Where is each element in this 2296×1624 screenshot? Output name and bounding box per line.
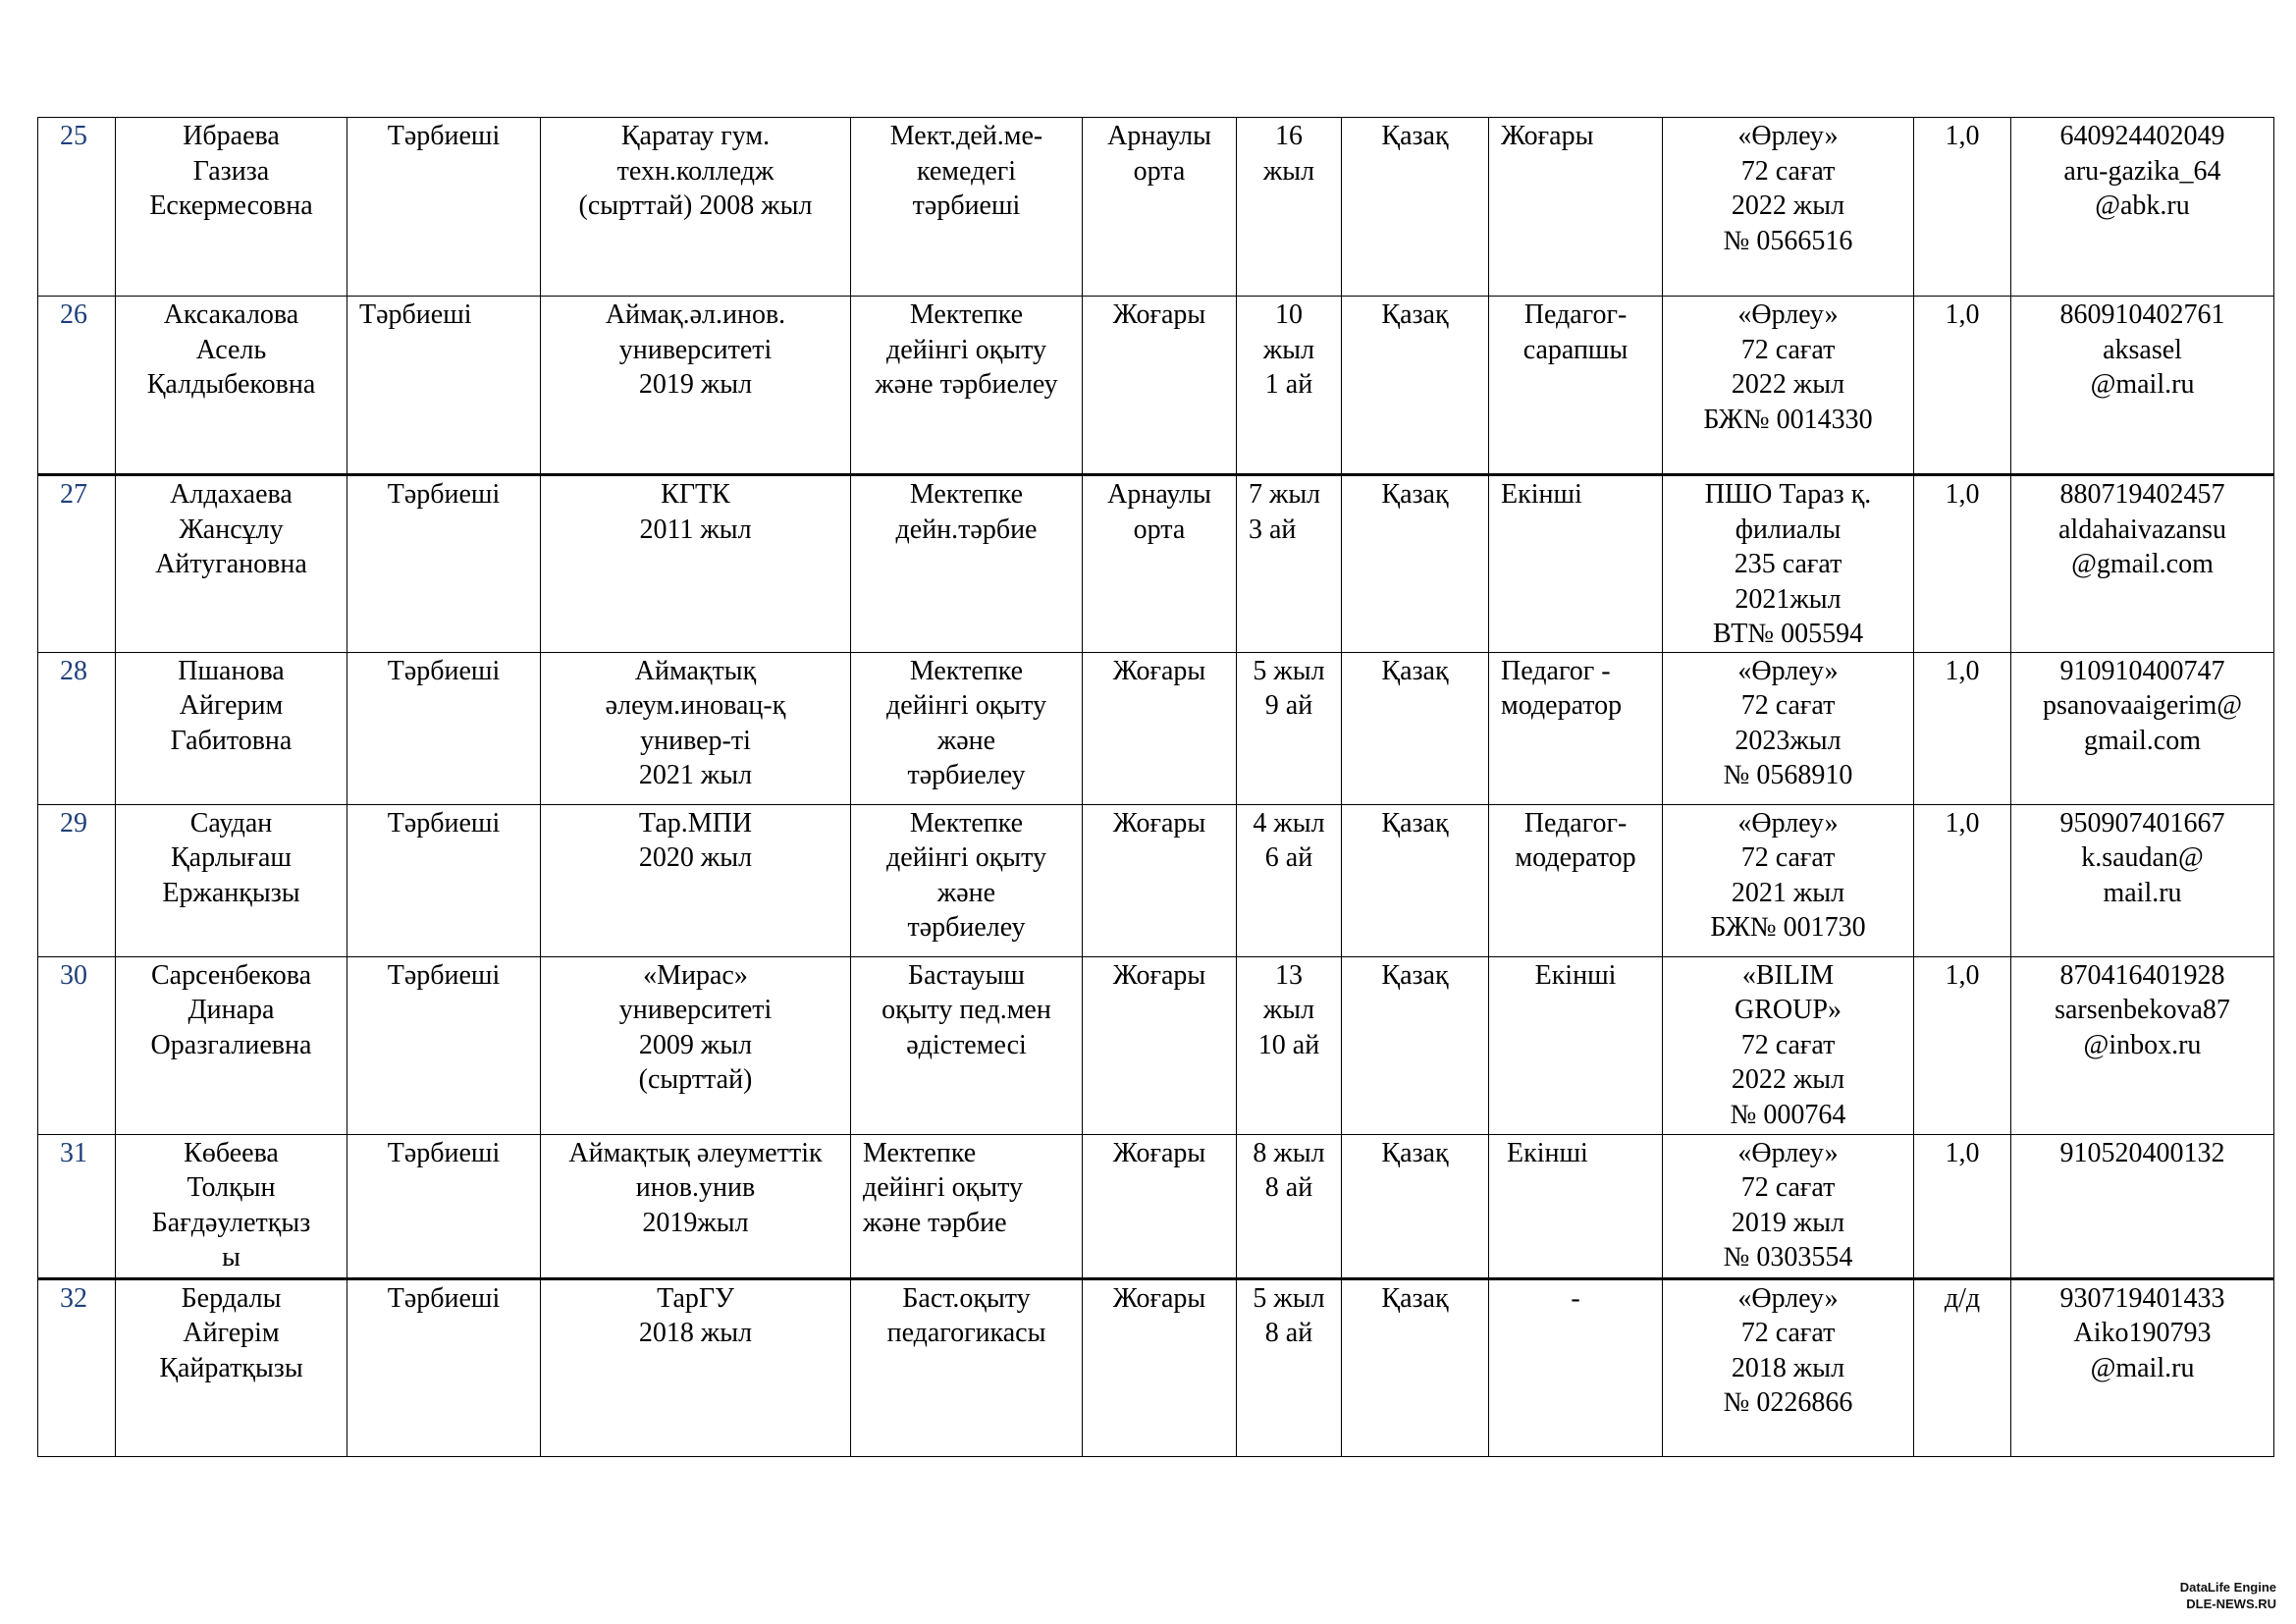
- rate-cell: 1,0: [1914, 118, 2011, 297]
- education-level-cell: Жоғары: [1083, 956, 1237, 1134]
- teacher-name: Пшанова Айгерим Габитовна: [116, 652, 347, 804]
- contact-cell: 870416401928 sarsenbekova87 @inbox.ru: [2011, 956, 2274, 1134]
- language-cell: Қазақ: [1342, 804, 1489, 956]
- position-cell: Тәрбиеші: [347, 118, 541, 297]
- courses-cell: «Өрлеу» 72 сағат 2021 жыл БЖ№ 001730: [1663, 804, 1914, 956]
- experience-cell: 7 жыл 3 ай: [1237, 475, 1342, 653]
- teacher-name: Саудан Қарлығаш Ержанқызы: [116, 804, 347, 956]
- education-level-cell: Арнаулы орта: [1083, 475, 1237, 653]
- language-cell: Қазақ: [1342, 1278, 1489, 1456]
- category-cell: Педагог- сарапшы: [1489, 297, 1663, 475]
- language-cell: Қазақ: [1342, 475, 1489, 653]
- specialty-cell: Мектепке дейінгі оқыту және тәрбие: [851, 1134, 1083, 1278]
- experience-cell: 4 жыл 6 ай: [1237, 804, 1342, 956]
- courses-cell: «Өрлеу» 72 сағат 2018 жыл № 0226866: [1663, 1278, 1914, 1456]
- watermark: [2180, 1579, 2276, 1612]
- experience-cell: 5 жыл 8 ай: [1237, 1278, 1342, 1456]
- specialty-cell: Баст.оқыту педагогикасы: [851, 1278, 1083, 1456]
- specialty-cell: Мектепке дейінгі оқыту және тәрбиелеу: [851, 804, 1083, 956]
- rate-cell: д/д: [1914, 1278, 2011, 1456]
- teacher-name: Сарсенбекова Динара Оразгалиевна: [116, 956, 347, 1134]
- table-row: [38, 804, 2274, 956]
- specialty-cell: Мектепке дейінгі оқыту және тәрбиелеу: [851, 297, 1083, 475]
- teacher-name: Алдахаева Жансұлу Айтугановна: [116, 475, 347, 653]
- position-cell: Тәрбиеші: [347, 652, 541, 804]
- watermark-line2: DLE-NEWS.RU: [2186, 1597, 2276, 1611]
- education-cell: Аймақтық әлеуметтік инов.унив 2019жыл: [541, 1134, 851, 1278]
- language-cell: Қазақ: [1342, 652, 1489, 804]
- position-cell: Тәрбиеші: [347, 956, 541, 1134]
- education-level-cell: Арнаулы орта: [1083, 118, 1237, 297]
- contact-cell: 880719402457 aldahaivazansu @gmail.com: [2011, 475, 2274, 653]
- contact-cell: 640924402049 aru-gazika_64 @abk.ru: [2011, 118, 2274, 297]
- table-row: [38, 297, 2274, 475]
- rate-cell: 1,0: [1914, 956, 2011, 1134]
- position-cell: Тәрбиеші: [347, 297, 541, 475]
- courses-cell: «Өрлеу» 72 сағат 2022 жыл № 0566516: [1663, 118, 1914, 297]
- education-level-cell: Жоғары: [1083, 1134, 1237, 1278]
- education-level-cell: Жоғары: [1083, 297, 1237, 475]
- teacher-name: Көбеева Толқын Бағдәулетқыз ы: [116, 1134, 347, 1278]
- table-row: [38, 1278, 2274, 1456]
- table-row: [38, 652, 2274, 804]
- position-cell: Тәрбиеші: [347, 1278, 541, 1456]
- table-row: [38, 1134, 2274, 1278]
- contact-cell: 910520400132: [2011, 1134, 2274, 1278]
- courses-cell: «Өрлеу» 72 сағат 2023жыл № 0568910: [1663, 652, 1914, 804]
- courses-cell: «BILIM GROUP» 72 сағат 2022 жыл № 000764: [1663, 956, 1914, 1134]
- courses-cell: «Өрлеу» 72 сағат 2022 жыл БЖ№ 0014330: [1663, 297, 1914, 475]
- position-cell: Тәрбиеші: [347, 804, 541, 956]
- row-number: 25: [38, 118, 116, 297]
- teacher-name: Аксакалова Асель Қалдыбековна: [116, 297, 347, 475]
- rate-cell: 1,0: [1914, 297, 2011, 475]
- education-level-cell: Жоғары: [1083, 1278, 1237, 1456]
- experience-cell: 13 жыл 10 ай: [1237, 956, 1342, 1134]
- contact-cell: 910910400747 psanovaaigerim@ gmail.com: [2011, 652, 2274, 804]
- experience-cell: 8 жыл 8 ай: [1237, 1134, 1342, 1278]
- specialty-cell: Бастауыш оқыту пед.мен әдістемесі: [851, 956, 1083, 1134]
- teacher-name: Бердалы Айгерім Қайратқызы: [116, 1278, 347, 1456]
- table-row: [38, 475, 2274, 653]
- language-cell: Қазақ: [1342, 297, 1489, 475]
- specialty-cell: Мектепке дейінгі оқыту және тәрбиелеу: [851, 652, 1083, 804]
- education-cell: Қаратау гум. техн.колледж (сырттай) 2008 жыл: [541, 118, 851, 297]
- courses-cell: «Өрлеу» 72 сағат 2019 жыл № 0303554: [1663, 1134, 1914, 1278]
- experience-cell: 5 жыл 9 ай: [1237, 652, 1342, 804]
- row-number: 29: [38, 804, 116, 956]
- experience-cell: 10 жыл 1 ай: [1237, 297, 1342, 475]
- row-number: 32: [38, 1278, 116, 1456]
- staff-table: [37, 117, 2274, 1457]
- row-number: 30: [38, 956, 116, 1134]
- language-cell: Қазақ: [1342, 118, 1489, 297]
- education-cell: КГТК 2011 жыл: [541, 475, 851, 653]
- category-cell: Жоғары: [1489, 118, 1663, 297]
- rate-cell: 1,0: [1914, 475, 2011, 653]
- education-level-cell: Жоғары: [1083, 652, 1237, 804]
- category-cell: Екінші: [1489, 956, 1663, 1134]
- specialty-cell: Мект.дей.ме- кемедегі тәрбиеші: [851, 118, 1083, 297]
- category-cell: Екінші: [1489, 475, 1663, 653]
- position-cell: Тәрбиеші: [347, 1134, 541, 1278]
- contact-cell: 950907401667 k.saudan@ mail.ru: [2011, 804, 2274, 956]
- education-cell: Тар.МПИ 2020 жыл: [541, 804, 851, 956]
- table-row: [38, 956, 2274, 1134]
- specialty-cell: Мектепке дейн.тәрбие: [851, 475, 1083, 653]
- row-number: 31: [38, 1134, 116, 1278]
- category-cell: Екінші: [1489, 1134, 1663, 1278]
- category-cell: Педагог - модератор: [1489, 652, 1663, 804]
- experience-cell: 16 жыл: [1237, 118, 1342, 297]
- rate-cell: 1,0: [1914, 1134, 2011, 1278]
- category-cell: -: [1489, 1278, 1663, 1456]
- position-cell: Тәрбиеші: [347, 475, 541, 653]
- row-number: 27: [38, 475, 116, 653]
- education-cell: Аймақтық әлеум.иновац-қ универ-ті 2021 жыл: [541, 652, 851, 804]
- rate-cell: 1,0: [1914, 652, 2011, 804]
- contact-cell: 930719401433 Aiko190793 @mail.ru: [2011, 1278, 2274, 1456]
- language-cell: Қазақ: [1342, 956, 1489, 1134]
- watermark-line1: DataLife Engine: [2179, 1580, 2276, 1595]
- language-cell: Қазақ: [1342, 1134, 1489, 1278]
- contact-cell: 860910402761 aksasel @mail.ru: [2011, 297, 2274, 475]
- table-row: [38, 118, 2274, 297]
- courses-cell: ПШО Тараз қ. филиалы 235 сағат 2021жыл ВТ№ 005594: [1663, 475, 1914, 653]
- education-cell: «Мирас» университеті 2009 жыл (сырттай): [541, 956, 851, 1134]
- education-cell: ТарГУ 2018 жыл: [541, 1278, 851, 1456]
- row-number: 28: [38, 652, 116, 804]
- rate-cell: 1,0: [1914, 804, 2011, 956]
- teacher-name: Ибраева Газиза Ескермесовна: [116, 118, 347, 297]
- education-cell: Аймақ.әл.инов. университеті 2019 жыл: [541, 297, 851, 475]
- education-level-cell: Жоғары: [1083, 804, 1237, 956]
- row-number: 26: [38, 297, 116, 475]
- category-cell: Педагог- модератор: [1489, 804, 1663, 956]
